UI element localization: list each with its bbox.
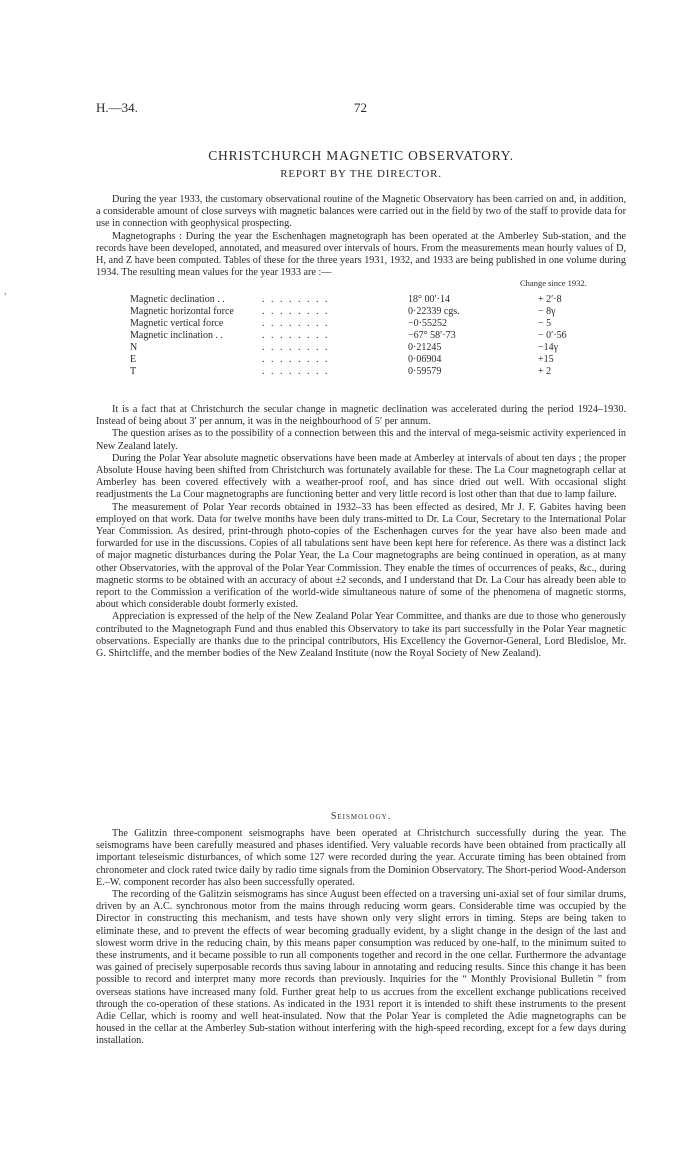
report-reference: H.—34. (96, 100, 138, 115)
row-change: − 8γ (538, 306, 556, 317)
row-change: −14γ (538, 342, 559, 353)
seismology-section (96, 828, 626, 1048)
table-row (130, 306, 630, 318)
row-label: Magnetic declination . . (130, 294, 225, 305)
row-value: 0·22339 cgs. (408, 306, 460, 317)
leader-dots: . . . . . . . . (262, 330, 330, 341)
body-paragraph: The question arises as to the possibility of a connection between this and the interval of mega-seismic activity experienced in New Zealand lately. (96, 428, 626, 452)
table-row (130, 318, 630, 330)
leader-dots: . . . . . . . . (262, 306, 330, 317)
table-row (130, 330, 630, 342)
leader-dots: . . . . . . . . (262, 294, 330, 305)
table-row (130, 294, 630, 306)
leader-dots: . . . . . . . . (262, 342, 330, 353)
leader-dots: . . . . . . . . (262, 318, 330, 329)
document-title: CHRISTCHURCH MAGNETIC OBSERVATORY. (208, 148, 514, 163)
row-label: T (130, 366, 137, 377)
section-heading-text: Seismology. (330, 811, 392, 822)
table-row (130, 342, 630, 354)
document-subtitle: REPORT BY THE DIRECTOR. (280, 168, 442, 180)
body-paragraph: During the Polar Year absolute magnetic observations have been made at Amberley at intervals of about ten days ; the proper Absolute House having been shifted from Christchurch was fortunately available for these. The La Cour magnetograph cellar at Amberley has been covered effectively with a weather-proof roof, and has since dried out well. With occasional slight readjustments the La Cour magnetographs are functioning better and very little record is lost other than that due to lamp failure. (96, 452, 626, 501)
row-change: − 5 (538, 318, 552, 329)
row-value: −67° 58′·73 (408, 330, 456, 341)
intro-section (96, 194, 626, 279)
row-value: 0·59579 (408, 366, 442, 377)
row-change: + 2 (538, 366, 552, 377)
intro-paragraph: Magnetographs : During the year the Eschenhagen magnetograph has been operated at the Amberley Sub-station, and the records have been developed, annotated, and measured over intervals of hours. From the measurements mean hourly values of D, H, and Z have been computed. Tables of these for the three years 1931, 1932, and 1933 are being published in one volume during 1934. The resulting mean values for the year 1933 are :— (96, 230, 626, 279)
section-heading-seismology (96, 811, 626, 822)
intro-paragraph: During the year 1933, the customary observational routine of the Magnetic Observatory has been carried on and, in addition, a considerable amount of close surveys with magnetic balances were carried out in the field by two of the staff to provide data for use in connection with geophysical prospecting. (96, 194, 626, 230)
table-row (130, 354, 630, 366)
body-paragraph: The measurement of Polar Year records obtained in 1932–33 has been effected as desired, Mr J. F. Gabites having been employed on that work. Data for twelve months have been duly trans-mitted to Dr. La Cour, Secretary to the International Polar Year Commission. As desired, print-through photo-copies of the Eschenhagen curves for the year have also been made and forwarded for use in the discussions. Copies of all tabulations sent have been kept here for reference. As there was a distinct lack of major magnetic disturbances during the Polar Year, the La Cour magnetographs are being continued in operation, as at many other Observatories, with the approval of the Polar Year Commission. They enable the times of occurrences of peaks, &c., during magnetic storms to be obtained with an accuracy of about ±2 seconds, and I understand that Dr. La Cour has already been able to report to the Commission a verification of the world-wide simultaneous nature of some of the phenomena of magnetic storms, about which considerable doubt formerly existed. (96, 501, 626, 611)
change-column-header: Change since 1932. (520, 278, 587, 288)
leader-dots: . . . . . . . . (262, 366, 330, 377)
row-label: Magnetic vertical force (130, 318, 224, 329)
row-label: N (130, 342, 138, 353)
row-value: 0·21245 (408, 342, 442, 353)
body-paragraph: It is a fact that at Christchurch the secular change in magnetic declination was accelerated during the period 1924–1930. Instead of being about 3′ per annum, it was in the neighbourhood of 5′ per annum. (96, 404, 626, 428)
row-change: − 0′·56 (538, 330, 567, 341)
row-label: Magnetic horizontal force (130, 306, 234, 317)
row-label: Magnetic inclination . . (130, 330, 224, 341)
page-header (96, 100, 626, 120)
row-label: E (130, 354, 137, 365)
row-value: 18° 00′·14 (408, 294, 451, 305)
margin-mark: , (4, 286, 7, 297)
row-change: + 2′·8 (538, 294, 562, 305)
leader-dots: . . . . . . . . (262, 354, 330, 365)
seismology-paragraph: The Galitzin three-component seismographs have been operated at Christchurch successfully during the year. The seismograms have been carefully measured and phases identified. Very valuable records have been obtained from practically all important teleseismic disturbances, of which some 127 were recorded during the year. Accurate timing has been obtained from chronometer and clock rated twice daily by radio time signals from the Dominion Observatory. The Short-period Wood-Anderson E.–W. component recorder has also been successfully operated. (96, 828, 626, 888)
page-number: 72 (354, 100, 367, 115)
body-section (96, 404, 626, 660)
seismology-paragraph: The recording of the Galitzin seismograms has since August been effected on a traversing uni-axial set of four similar drums, driven by an A.C. synchronous motor from the mains through reducing worm gears. Considerable time was occupied by the Director in constructing this mechanism, and tests have shown only very slight errors in timing. Steps are being taken to eliminate these, and to prevent the effects of wear becoming gradually evident, by a slight change in the design of the last and slowest worm drive in the reducing chain, by this means paper consumption was reduced by one-half, to the minimum suited to these instruments, and it became possible to run all components together and record in the one cellar. Furthermore the advantage was gained of precisely superposable records thus saving labour in annotating and reducing results. Since this change it has been possible to record and interpret many more records than previously. Inquiries for the “ Monthly Provisional Bulletin ” from overseas stations have increased many fold. Further great help to us accrues from the excellent exchange publications received through the co-operation of these stations. As indicated in the 1931 report it is intended to shift these instruments to the present Adie Cellar, which is roomy and well heat-insulated. Now that the Polar Year is completed the Adie magnetographs can be housed in the cellar at the Amberley Sub-station without interfering with the high-speed recording, except for a few days during installation. (96, 889, 626, 1047)
row-value: 0·06904 (408, 354, 442, 365)
row-value: −0·55252 (408, 318, 447, 329)
table-row (130, 366, 630, 378)
body-paragraph: Appreciation is expressed of the help of the New Zealand Polar Year Committee, and thanks are due to those who generously contributed to the Magnetograph Fund and thus enabled this Observatory to take its part successfully in the Polar Year magnetic observations. Especially are thanks due to the principal contributors, His Excellency the Governor-General, Lord Bledisloe, Mr. G. Shirtcliffe, and the member bodies of the New Zealand Institute (now the Royal Society of New Zealand). (96, 611, 626, 660)
row-change: +15 (538, 354, 554, 365)
